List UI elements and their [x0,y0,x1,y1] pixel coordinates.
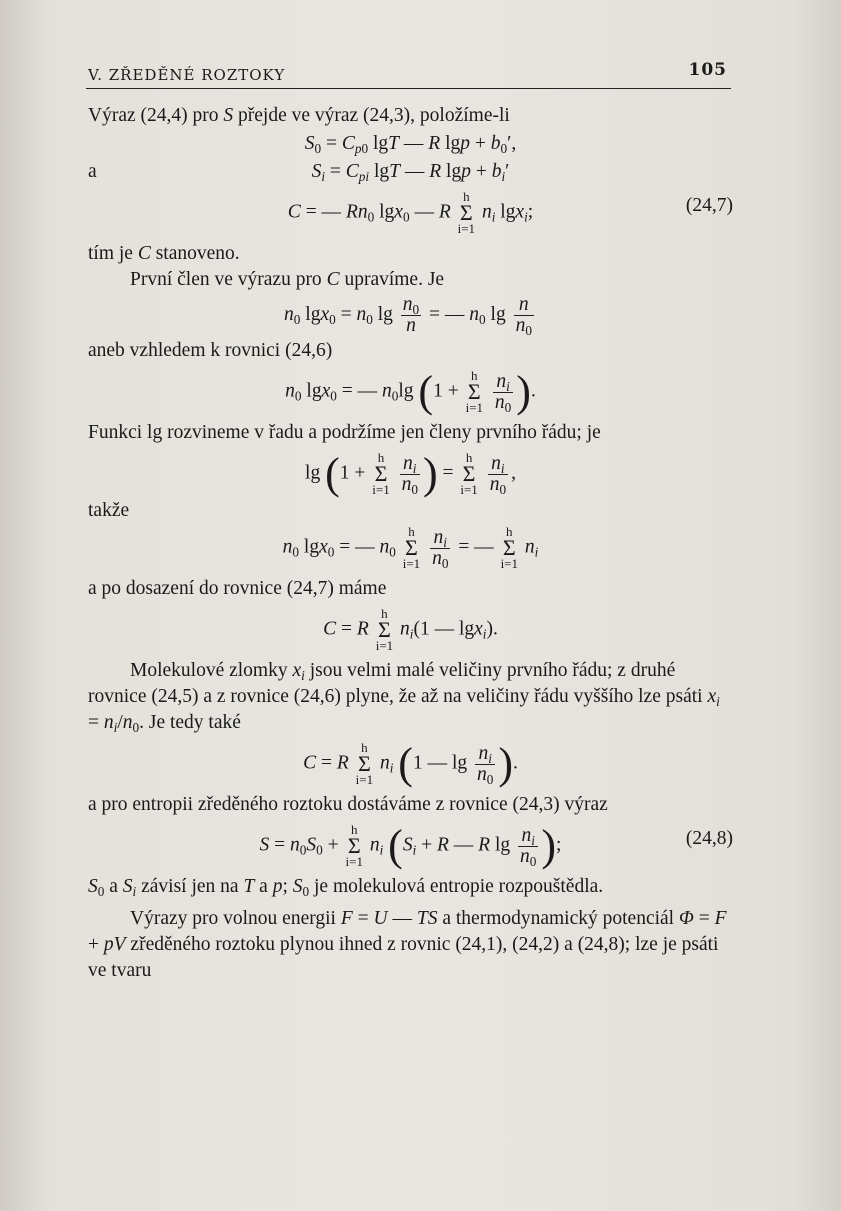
equation-24-7: C = — $Rn_0$ lgx$_0$ — R h Σ i=1 $n_i$ lgx$_i$; (24,7) [287,189,733,236]
equation-si: a $S_i = C_{pi}$ lgT — R $\lg p + b_i'$ [88,161,510,184]
section-title: V. ZŘEDĚNÉ ROZTOKY [88,66,286,84]
equation-series: lg (1 + h Σ i=1 $\frac{n_i}{n_0}$ ) = h Σ i=1 $\frac{n_i}{n_0}$ , [305,449,516,498]
paragraph-9: a pro entropii zředěného roztoku dostáváme z rovnice (24,3) výraz [88,794,608,815]
paragraph-5: Funkci lg rozvineme v řadu a podržíme jen členy prvního řádu; je [88,422,601,443]
paragraph-11: Výrazy pro volnou energii F = U — TS a thermodynamický potenciál Φ = F + pV zředěného roztoku plynou ihned z rovnic (24,1), (24,2) a (24,8); lze je psáti ve tvaru [88,908,727,981]
equation-log-sum: $n_0$ lgx$_0$ = — $n_0\lg$ (1 + h Σ i=1 $\frac{n_i}{n_0}$ ). [285,367,536,416]
paragraph-8: Molekulové zlomky $x_i$ jsou velmi malé veličiny prvního řádu; z druhé rovnice (24,5) a z rovnice (24,6) plyne, že až na veličiny řádu vyššího lze psáti $x_i = n_i/n_0$. Je tedy také [88,660,720,735]
paragraph-1: Výraz (24,4) pro S přejde ve výraz (24,3), položíme-li [88,105,510,126]
equation-c-final: C = R h Σ i=1 $n_i$ (1 — lg $\frac{n_i}{n_0}$ ). [303,739,518,788]
paragraph-10: $S_0$ a $S_i$ závisí jen na T a p; $S_0$ je molekulová entropie rozpouštědla. [88,876,604,899]
page-number: 105 [688,60,727,80]
a-label: a [88,161,97,182]
body-text [88,103,733,984]
paragraph-6: takže [88,500,130,521]
equation-s0: $S_0 = C_{p0}$ lgT — R $\lg p + b_0'$, [304,133,517,156]
equation-c: C = R h Σ i=1 $n_i(1$ — lgx$_i$). [323,606,498,653]
paragraph-2: tím je C stanoveno. [88,243,240,264]
equation-simplified: $n_0$ lgx$_0$ = — $n_0$ h Σ i=1 $\frac{n_i}{n_0}$ = — h Σ i=1 $n_i$ [282,524,539,571]
paragraph-4: aneb vzhledem k rovnici (24,6) [88,340,333,361]
equation-log-transform: $n_0$ $\lg x_0 = n_0$ lg $\frac{n_0}{n}$ = — $n_0$ lg $\frac{n}{n_0}$ [284,294,532,338]
running-header [86,58,731,89]
equation-24-8: $S = n_0S_0 + h$ Σ i=1 $n_i$ ($S_i + R$ — R lg $\frac{n_i}{n_0}$ ); (24,8) [259,821,733,870]
equation-number: (24,8) [685,828,733,849]
equation-number: (24,7) [685,195,733,216]
paragraph-7: a po dosazení do rovnice (24,7) máme [88,578,387,599]
paragraph-3: První člen ve výrazu pro C upravíme. Je [130,269,445,290]
